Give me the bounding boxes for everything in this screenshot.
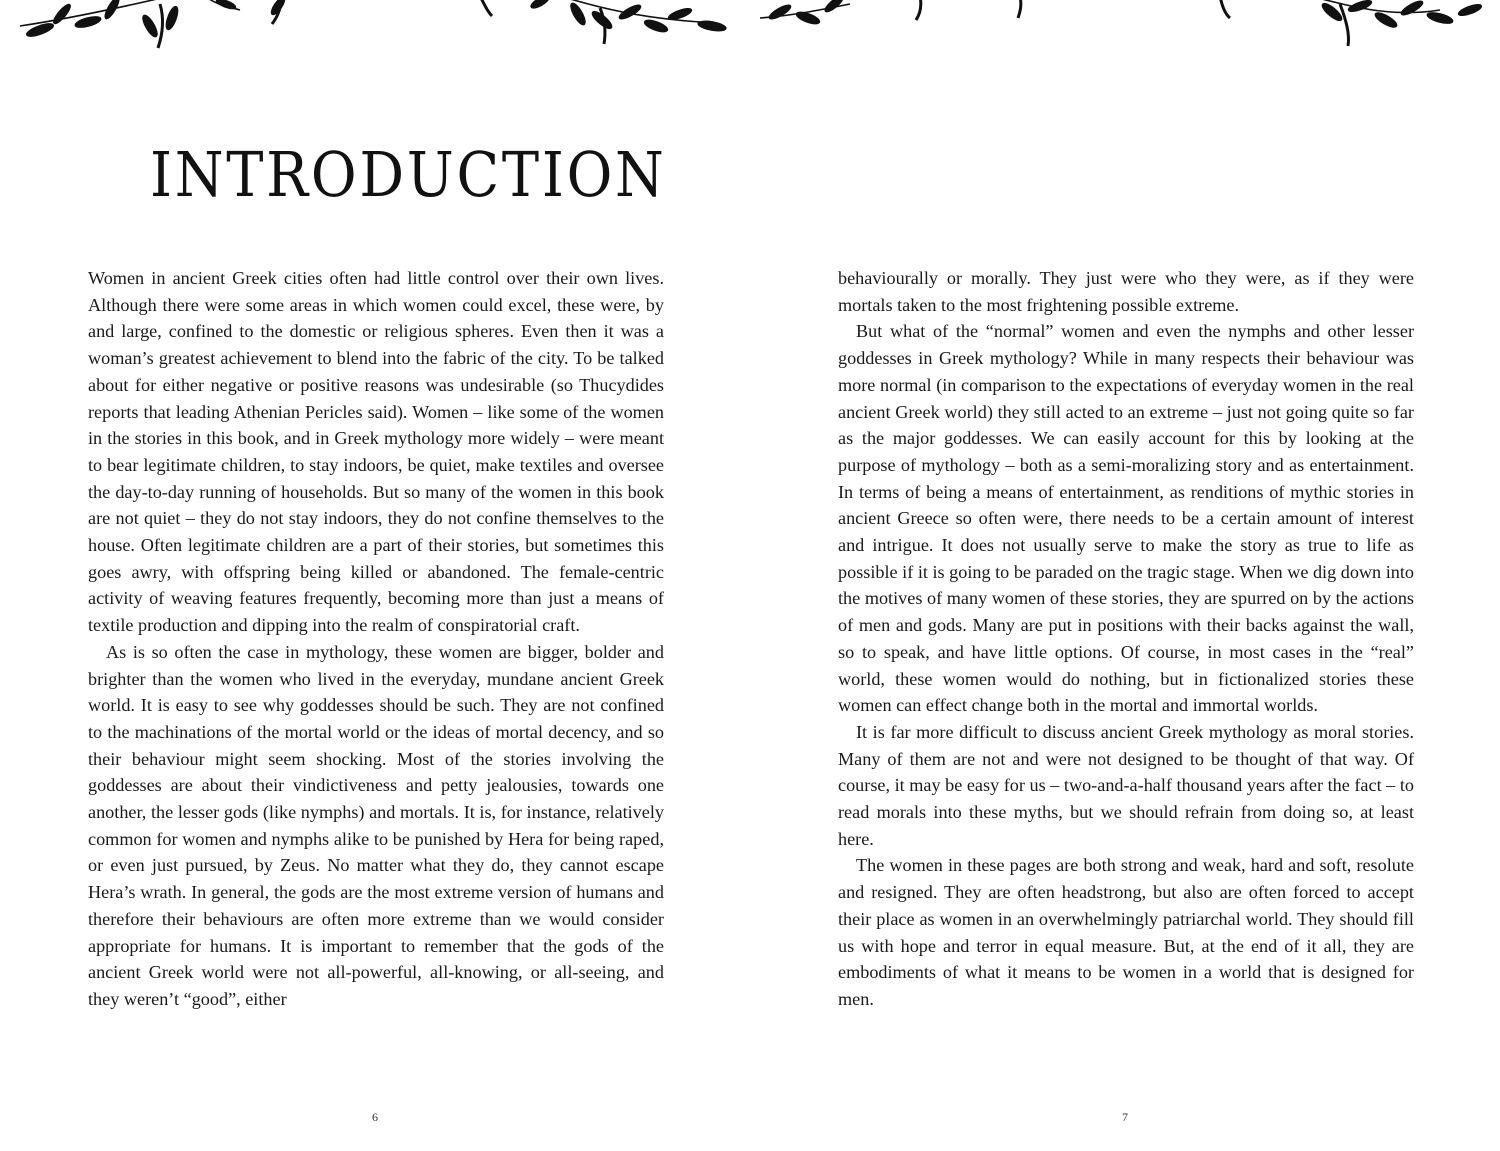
paragraph: The women in these pages are both strong and weak, hard and soft, resolute and resigned. They are often headstrong, but also are often forced to accept their place as women in an overwhelmingly patriarchal world. They should fill us with hope and terror in equal measure. But, at the end of it all, they are embodiments of what it means to be women in a world that is designed for men. xyxy=(838,855,1414,1009)
paragraph: As is so often the case in mythology, these women are bigger, bolder and brighter than the women who lived in the everyday, mundane ancient Greek world. It is easy to see why goddesses should be such. They are not confined to the machinations of the mortal world or the ideas of mortal decency, and so their behaviour might seem shocking. Most of the stories involving the goddesses are about their vindictiveness and petty jealousies, towards one another, the lesser gods (like nymphs) and mortals. It is, for instance, relatively common for women and nymphs alike to be punished by Hera for being raped, or even just pursued, by Zeus. No matter what they do, they cannot escape Hera’s wrath. In general, the gods are the most extreme version of humans and therefore their behaviours are often more extreme than we would consider appropriate for humans. It is important to remember that the gods of the ancient Greek world were not all-powerful, all-knowing, or all-seeing, and they weren’t “good”, either xyxy=(88,641,664,1009)
page-number: 6 xyxy=(372,1110,378,1124)
laurel-branch-icon xyxy=(0,0,750,58)
right-page xyxy=(750,0,1500,1151)
paragraph: Women in ancient Greek cities often had little control over their own lives. Although there were some areas in which women could excel, these were, by and large, confined to the domestic or religious spheres. Even then it was a woman’s greatest achievement to blend into the fabric of the city. To be talked about for either negative or positive reasons was undesirable (so Thucydides reports that leading Athenian Pericles said). Women – like some of the women in the stories in this book, and in Greek mythology more widely – were meant to bear legitimate children, to stay indoors, be quiet, make textiles and oversee the day-to-day running of households. But so many of the women in this book are not quiet – they do not stay indoors, they do not confine themselves to the house. Often legitimate children are a part of their stories, but sometimes this goes awry, with offspring being killed or abandoned. The female-centric activity of weaving features frequently, becoming more than just a means of textile production and dipping into the realm of conspiratorial craft. xyxy=(88,268,664,636)
page-number: 7 xyxy=(1122,1110,1128,1124)
paragraph: But what of the “normal” women and even the nymphs and other lesser goddesses in Greek mythology? While in many respects their behaviour was more normal (in comparison to the expectations of everyday women in the real ancient Greek world) they still acted to an extreme – just not going quite so far as the major goddesses. We can easily account for this by looking at the purpose of mythology – both as a semi-moralizing story and as entertainment. In terms of being a means of entertainment, as renditions of mythic stories in ancient Greece so often were, there needs to be a certain amount of interest and intrigue. It does not usually serve to make the story as true to life as possible if it is going to be paraded on the tragic stage. When we dig down into the motives of many women of these stories, they are spurred on by the actions of men and gods. Many are put in positions with their backs against the wall, so to speak, and have little options. Of course, in most cases in the “real” world, these women would do nothing, but in fictionalized stories these women can effect change both in the mortal and immortal worlds. xyxy=(838,321,1414,716)
paragraph: It is far more difficult to discuss ancient Greek mythology as moral stories. Many of them are not and were not designed to be thought of that way. Of course, it may be easy for us – two-and-a-half thousand years after the fact – to read morals into these myths, but we should refrain from doing so, at least here. xyxy=(838,721,1414,849)
laurel-branch-icon xyxy=(750,0,1500,58)
left-text-column xyxy=(88,265,664,1013)
right-text-column xyxy=(838,265,1414,1013)
chapter-title: INTRODUCTION xyxy=(150,138,667,211)
paragraph: behaviourally or morally. They just were who they were, as if they were mortals taken to the most frightening possible extreme. xyxy=(838,268,1414,315)
